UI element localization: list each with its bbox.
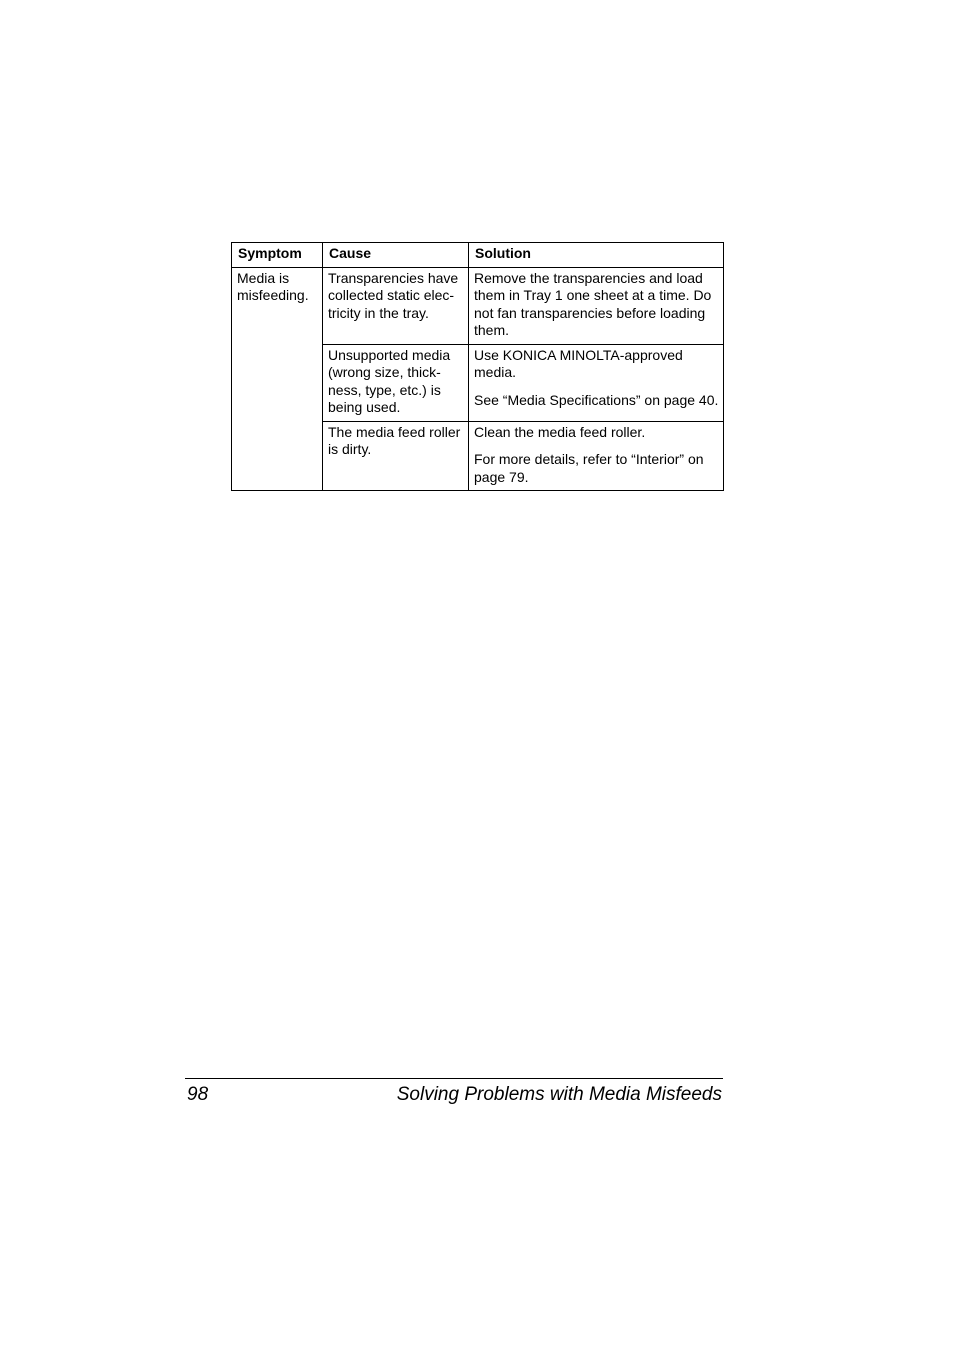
header-cause: Cause xyxy=(323,243,469,268)
solution-cell xyxy=(469,344,724,421)
cause-text: The media feed roller is dirty. xyxy=(328,423,461,457)
header-symptom: Symptom xyxy=(232,243,323,268)
cause-text: Unsupported media (wrong size, thick-ness, type, etc.) is being used. xyxy=(328,346,451,415)
solution-text: Remove the transparencies and load them in Tray 1 one sheet at a time. Do not fan transparencies before loading them. xyxy=(474,269,712,338)
solution-cell xyxy=(469,267,724,344)
solution-reference: For more details, refer to “Interior” on page 79. xyxy=(474,451,704,485)
solution-text: Use KONICA MINOLTA-approved media. xyxy=(474,346,683,380)
cause-cell xyxy=(323,421,469,491)
cause-cell xyxy=(323,267,469,344)
table-row xyxy=(232,267,724,344)
symptom-cell xyxy=(232,267,323,491)
troubleshooting-table xyxy=(231,242,724,491)
footer-divider xyxy=(185,1078,723,1079)
footer-section-title: Solving Problems with Media Misfeeds xyxy=(396,1084,722,1105)
cause-cell xyxy=(323,344,469,421)
cause-text: Transparencies have collected static elec-tricity in the tray. xyxy=(328,269,459,321)
solution-cell xyxy=(469,421,724,491)
header-solution: Solution xyxy=(469,243,724,268)
page-number: 98 xyxy=(187,1084,209,1105)
solution-text: Clean the media feed roller. xyxy=(474,423,646,440)
symptom-text: Media is misfeeding. xyxy=(237,269,309,303)
table-header-row xyxy=(232,243,724,268)
solution-reference: See “Media Specifications” on page 40. xyxy=(474,391,719,408)
